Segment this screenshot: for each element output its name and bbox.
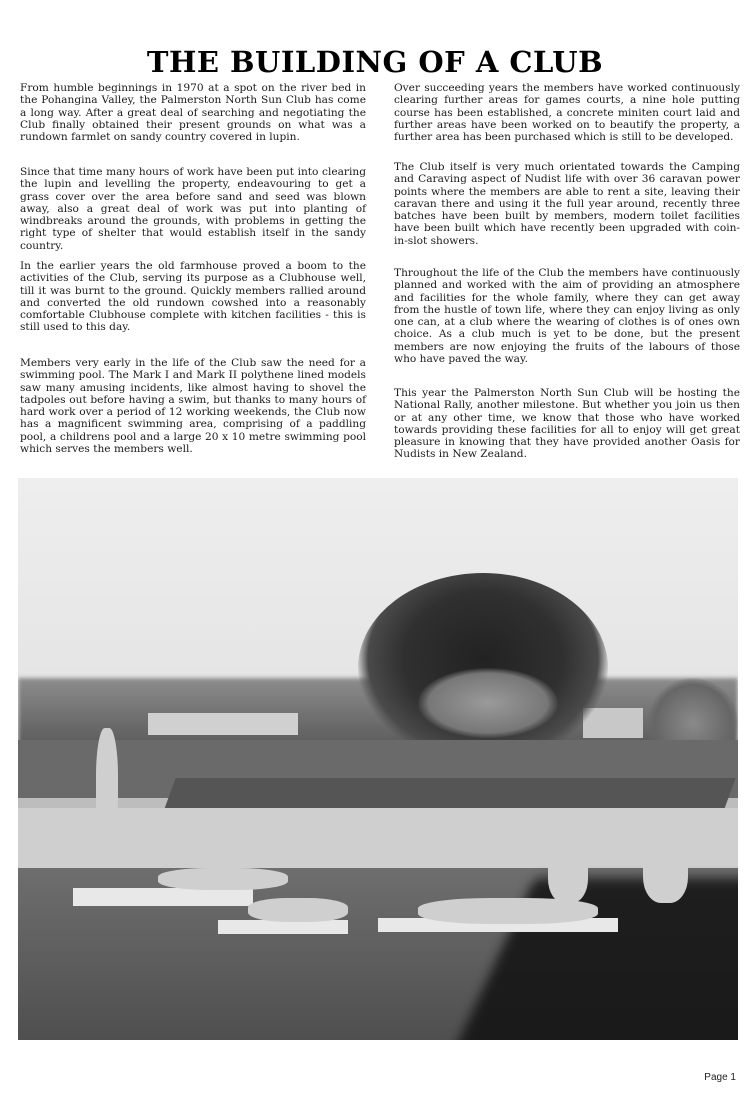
photo-person — [548, 843, 588, 903]
paragraph: Members very early in the life of the Club saw the need for a swimming pool. The Mark I and Mark II polythene lined models saw many amusing incidents, like almost having to shovel the tadpoles out before having a swim, but thanks to many hours of hard work over a period of 12 working weekends, the Club now has a magnificent swimming area, comprising of a paddling pool, a childrens pool and a large 20 x 10 metre swimming pool which serves the members well. — [20, 357, 366, 456]
photo-caravan — [148, 713, 298, 735]
photo-person — [248, 898, 348, 922]
page-number: Page 1 — [704, 1072, 736, 1083]
photo-person — [96, 728, 118, 848]
paragraph: Throughout the life of the Club the members have continuously planned and worked with the aim of providing an atmosphere and facilities for the whole family, where they can get away from the hustle of town life, where they can enjoy living as only one can, at a club where the wearing of clothes is of ones own choice. As a club much is yet to be done, but the present members are now enjoying the fruits of the labours of those who have paved the way. — [394, 267, 740, 366]
photo-towel — [73, 888, 253, 906]
photo-person — [158, 868, 288, 890]
paragraph: This year the Palmerston North Sun Club will be hosting the National Rally, another milestone. But whether you join us then or at any other time, we know that those who have worked towards providing these facilities for all to enjoy will get great pleasure in knowing that they have provided another Oasis for Nudists in New Zealand. — [394, 387, 740, 461]
photo-person — [643, 838, 688, 903]
paragraph: In the earlier years the old farmhouse proved a boom to the activities of the Club, serving its purpose as a Clubhouse well, till it was burnt to the ground. Quickly members rallied around and converted the old rundown cowshed into a reasonably comfortable Clubhouse complete with kitchen facilities - this is still used to this day. — [20, 260, 366, 334]
paragraph: The Club itself is very much orientated towards the Camping and Caraving aspect of Nudist life with over 36 caravan power points where the members are able to rent a site, leaving their caravan there and using it the full year around, recently three batches have been built by members, modern toilet facilities have been built which have recently been upgraded with coin-in-slot showers. — [394, 161, 740, 247]
paragraph: Since that time many hours of work have been put into clearing the lupin and levelling the property, endeavouring to get a grass cover over the area before sand and seed was blown away, also a great deal of work was put into planting of windbreaks around the grounds, with problems in getting the right type of shelter that would establish itself in the sandy country. — [20, 166, 366, 252]
article-title: THE BUILDING OF A CLUB — [146, 45, 604, 79]
photo-bush — [418, 668, 558, 738]
paragraph: Over succeeding years the members have worked continuously clearing further areas for games courts, a nine hole putting course has been established, a concrete miniten court laid and further areas have been worked on to beautify the property, a further area has been purchased which is still to be developed. — [394, 82, 740, 144]
photo-towel — [218, 920, 348, 934]
paragraph: From humble beginnings in 1970 at a spot on the river bed in the Pohangina Valley, the Palmerston North Sun Club has come a long way. After a great deal of searching and negotiating the Club finally obtained their present grounds on what was a rundown farmlet on sandy country covered in lupin. — [20, 82, 366, 144]
pool-photo — [18, 478, 738, 1040]
